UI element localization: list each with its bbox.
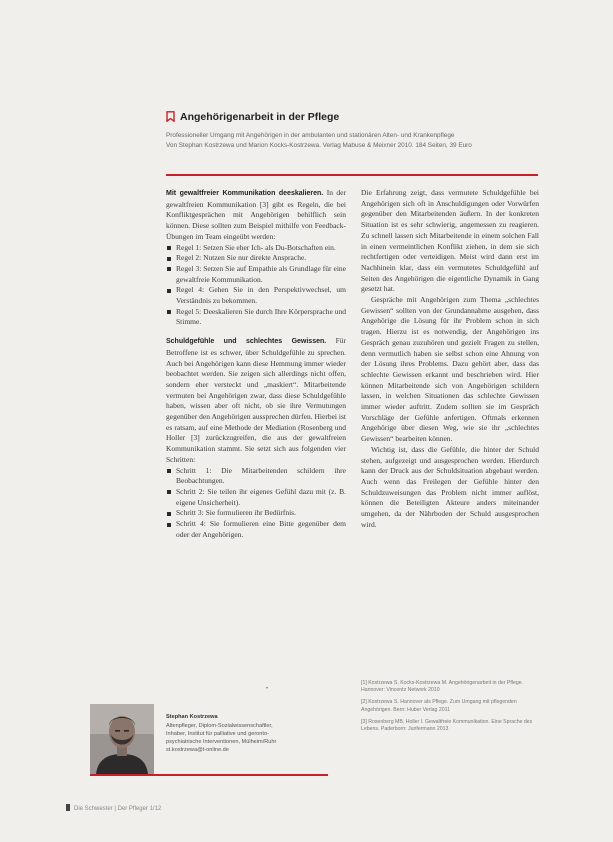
- spacer: [166, 328, 346, 336]
- page-footer: [66, 804, 161, 812]
- references: [361, 680, 539, 738]
- list-item: Regel 4: Gehen Sie in den Perspektivwechsel, um Verständnis zu bekommen.: [166, 285, 346, 306]
- list-item: Schritt 3: Sie formulieren ihr Bedürfnis.: [166, 508, 346, 519]
- book-recommendation: [166, 111, 538, 181]
- author-bio-line: Inhaber, Institut für palliative und geronto-: [166, 731, 269, 737]
- right-column: [361, 188, 539, 531]
- list-item: Regel 1: Setzen Sie eher Ich- als Du-Botschaften ein.: [166, 243, 346, 254]
- author-email[interactable]: st.kostrzewa@t-online.de: [166, 747, 229, 753]
- steps-list: [166, 466, 346, 541]
- list-item: Schritt 2: Sie teilen ihr eigenes Gefühl dazu mit (z. B. eigene Unsicherheit).: [166, 487, 346, 508]
- author-info: [166, 713, 336, 754]
- reference-item: [3] Rosenberg MB, Holler I. Gewaltfreie Kommunikation. Eine Sprache des Lebens. Paderborn: Junfermann 2013: [361, 718, 533, 733]
- rules-list: [166, 243, 346, 329]
- author-name: Stephan Kostrzewa: [166, 714, 218, 720]
- list-item: Schritt 1: Die Mitarbeitenden schildern ihre Beobachtungen.: [166, 466, 346, 487]
- paragraph-lead: Mit gewaltfreier Kommunikation deeskalieren.: [166, 190, 324, 197]
- author-bio-line: Altenpfleger, Diplom-Sozialwissenschaftler,: [166, 723, 273, 729]
- paragraph-text: In der gewaltfreien Kommunikation [3] gibt es Regeln, die bei Konfliktgesprächen mit Angehörigen behilflich sein können. Diese sollten zum Beispiel mithilfe von Feedback-Übungen im Team eingeübt werden:: [166, 188, 346, 241]
- book-title: Angehörigenarbeit in der Pflege: [180, 111, 340, 123]
- paragraph-text: Wichtig ist, dass die Gefühle, die hinter der Schuld stehen, aufgezeigt und ausgesprochen werden. Hierdurch kann der Druck aus der Schuldsituation abgebaut werden. Auch wenn das Freilegen der Gefühle hinter den Schuldzuweisungen das Problem nicht immer auflöst, können die Beteiligten Akteure anders miteinander umgehen, da der Nährboden der Schuld ausgesprochen wird.: [361, 444, 539, 529]
- footer-text: Die Schwester | Der Pfleger 1/12: [74, 806, 162, 812]
- paragraph-text: Die Erfahrung zeigt, dass vermutete Schuldgefühle bei Angehörigen sich oft in Anschuldigungen oder Vorwürfen gegenüber den Mitarbeitenden äußern. In der konkreten Situation ist es sehr schwierig, angemessen zu reagieren. Zu schnell lassen sich Mitarbeitende in einem solchen Fall in einen vermeintlichen Konflikt ziehen, in dem sie sich rechtfertigen oder verteidigen. Meist wird dann erst im Nachhinein klar, dass ein vermutetes Schuldgefühl auf Seiten des Angehörigen die eigentliche Dynamik in Gang gesetzt hat.: [361, 188, 539, 294]
- book-subtitle-line1: Professioneller Umgang mit Angehörigen in der ambulanten und stationären Alten- und Krankenpflege: [166, 132, 455, 139]
- book-title-row: [166, 111, 339, 125]
- list-item: Regel 5: Deeskalieren Sie durch Ihre Körpersprache und Stimme.: [166, 307, 346, 328]
- list-item: Schritt 4: Sie formulieren eine Bitte gegenüber dem oder der Angehörigen.: [166, 519, 346, 540]
- paragraph-text: Für Betroffene ist es schwer, über Schuldgefühle zu sprechen. Auch bei Angehörigen kann diese Hemmung immer wieder beobachtet werden. Sie zeigen sich allerdings nicht offen, sondern eher versteckt und „maskiert“. Mitarbeitende vermuten bei Angehörigen zwar, dass diese Schuldgefühle haben, wissen aber oft nicht, ob sie ihre Vermutungen gegenüber den Angehörigen aussprechen dürfen. Hierbei ist es ratsam, auf eine Methode der Mediation (Rosenberg und Holler [3] zurückzugreifen, die aus der gewaltfreien Kommunikation stammt. Sie setzt sich aus folgenden vier Schritten:: [166, 336, 346, 464]
- left-column: [166, 188, 346, 541]
- bookmark-icon: [166, 111, 175, 125]
- book-subtitle-line2: Von Stephan Kostrzewa und Marion Kocks-Kostrzewa. Verlag Mabuse & Meixner 2010. 184 Seiten, 39 Euro: [166, 141, 472, 149]
- book-divider: [166, 174, 538, 176]
- book-subtitle: [166, 131, 538, 150]
- paragraph-text: Gespräche mit Angehörigen zum Thema „schlechtes Gewissen“ sollten von der Grundannahme ausgehen, dass Angehörige die Lösung für ihr Problem schon in sich tragen. Hierzu ist es notwendig, der Angehörigen ins Gespräch genau zuzuhören und gezielt Fragen zu stellen, denn vermutlich haben sie selbst schon eine Ahnung von der Lösung ihres Problems. Dazu gehört aber, dass das schlechte Gewissen erkannt und beschrieben wird. Hier können Mitarbeitende sich von Angehörigen schildern lassen, in welchen Situationen das schlechte Gewissen immer wieder auftritt. Zudem sollten sie im Gespräch Vorschläge der Gefühle anfertigen. Oftmals erkennen Angehörige über diesen Weg, wie sie ihr „schlechtes Gewissen“ bearbeiten können.: [361, 295, 539, 444]
- paragraph-gfk: [166, 188, 346, 243]
- paragraph-lead: Schuldgefühle und schlechtes Gewissen.: [166, 338, 327, 346]
- reference-item: [1] Kostrzewa S, Kocks-Kostrzewa M. Angehörigenarbeit in der Pflege. Hannover: Vincentz Network 2010: [361, 680, 524, 694]
- paragraph-guilt: [166, 336, 346, 465]
- author-divider: [90, 774, 328, 776]
- footer-marker: [66, 804, 70, 811]
- end-mark: •: [266, 686, 269, 692]
- list-item: Regel 2: Nutzen Sie nur direkte Ansprache.: [166, 253, 346, 264]
- reference-item: [2] Kostrzewa S. Hannover als Pflege. Zum Umgang mit pflegenden Angehörigen. Bern: Huber Verlag 2011: [361, 699, 517, 713]
- list-item: Regel 3: Setzen Sie auf Empathie als Grundlage für eine gewaltfreie Kommunikation.: [166, 264, 346, 285]
- author-photo: [90, 704, 154, 774]
- author-bio-line: psychiatrische Interventionen, Mülheim/Ruhr: [166, 739, 277, 745]
